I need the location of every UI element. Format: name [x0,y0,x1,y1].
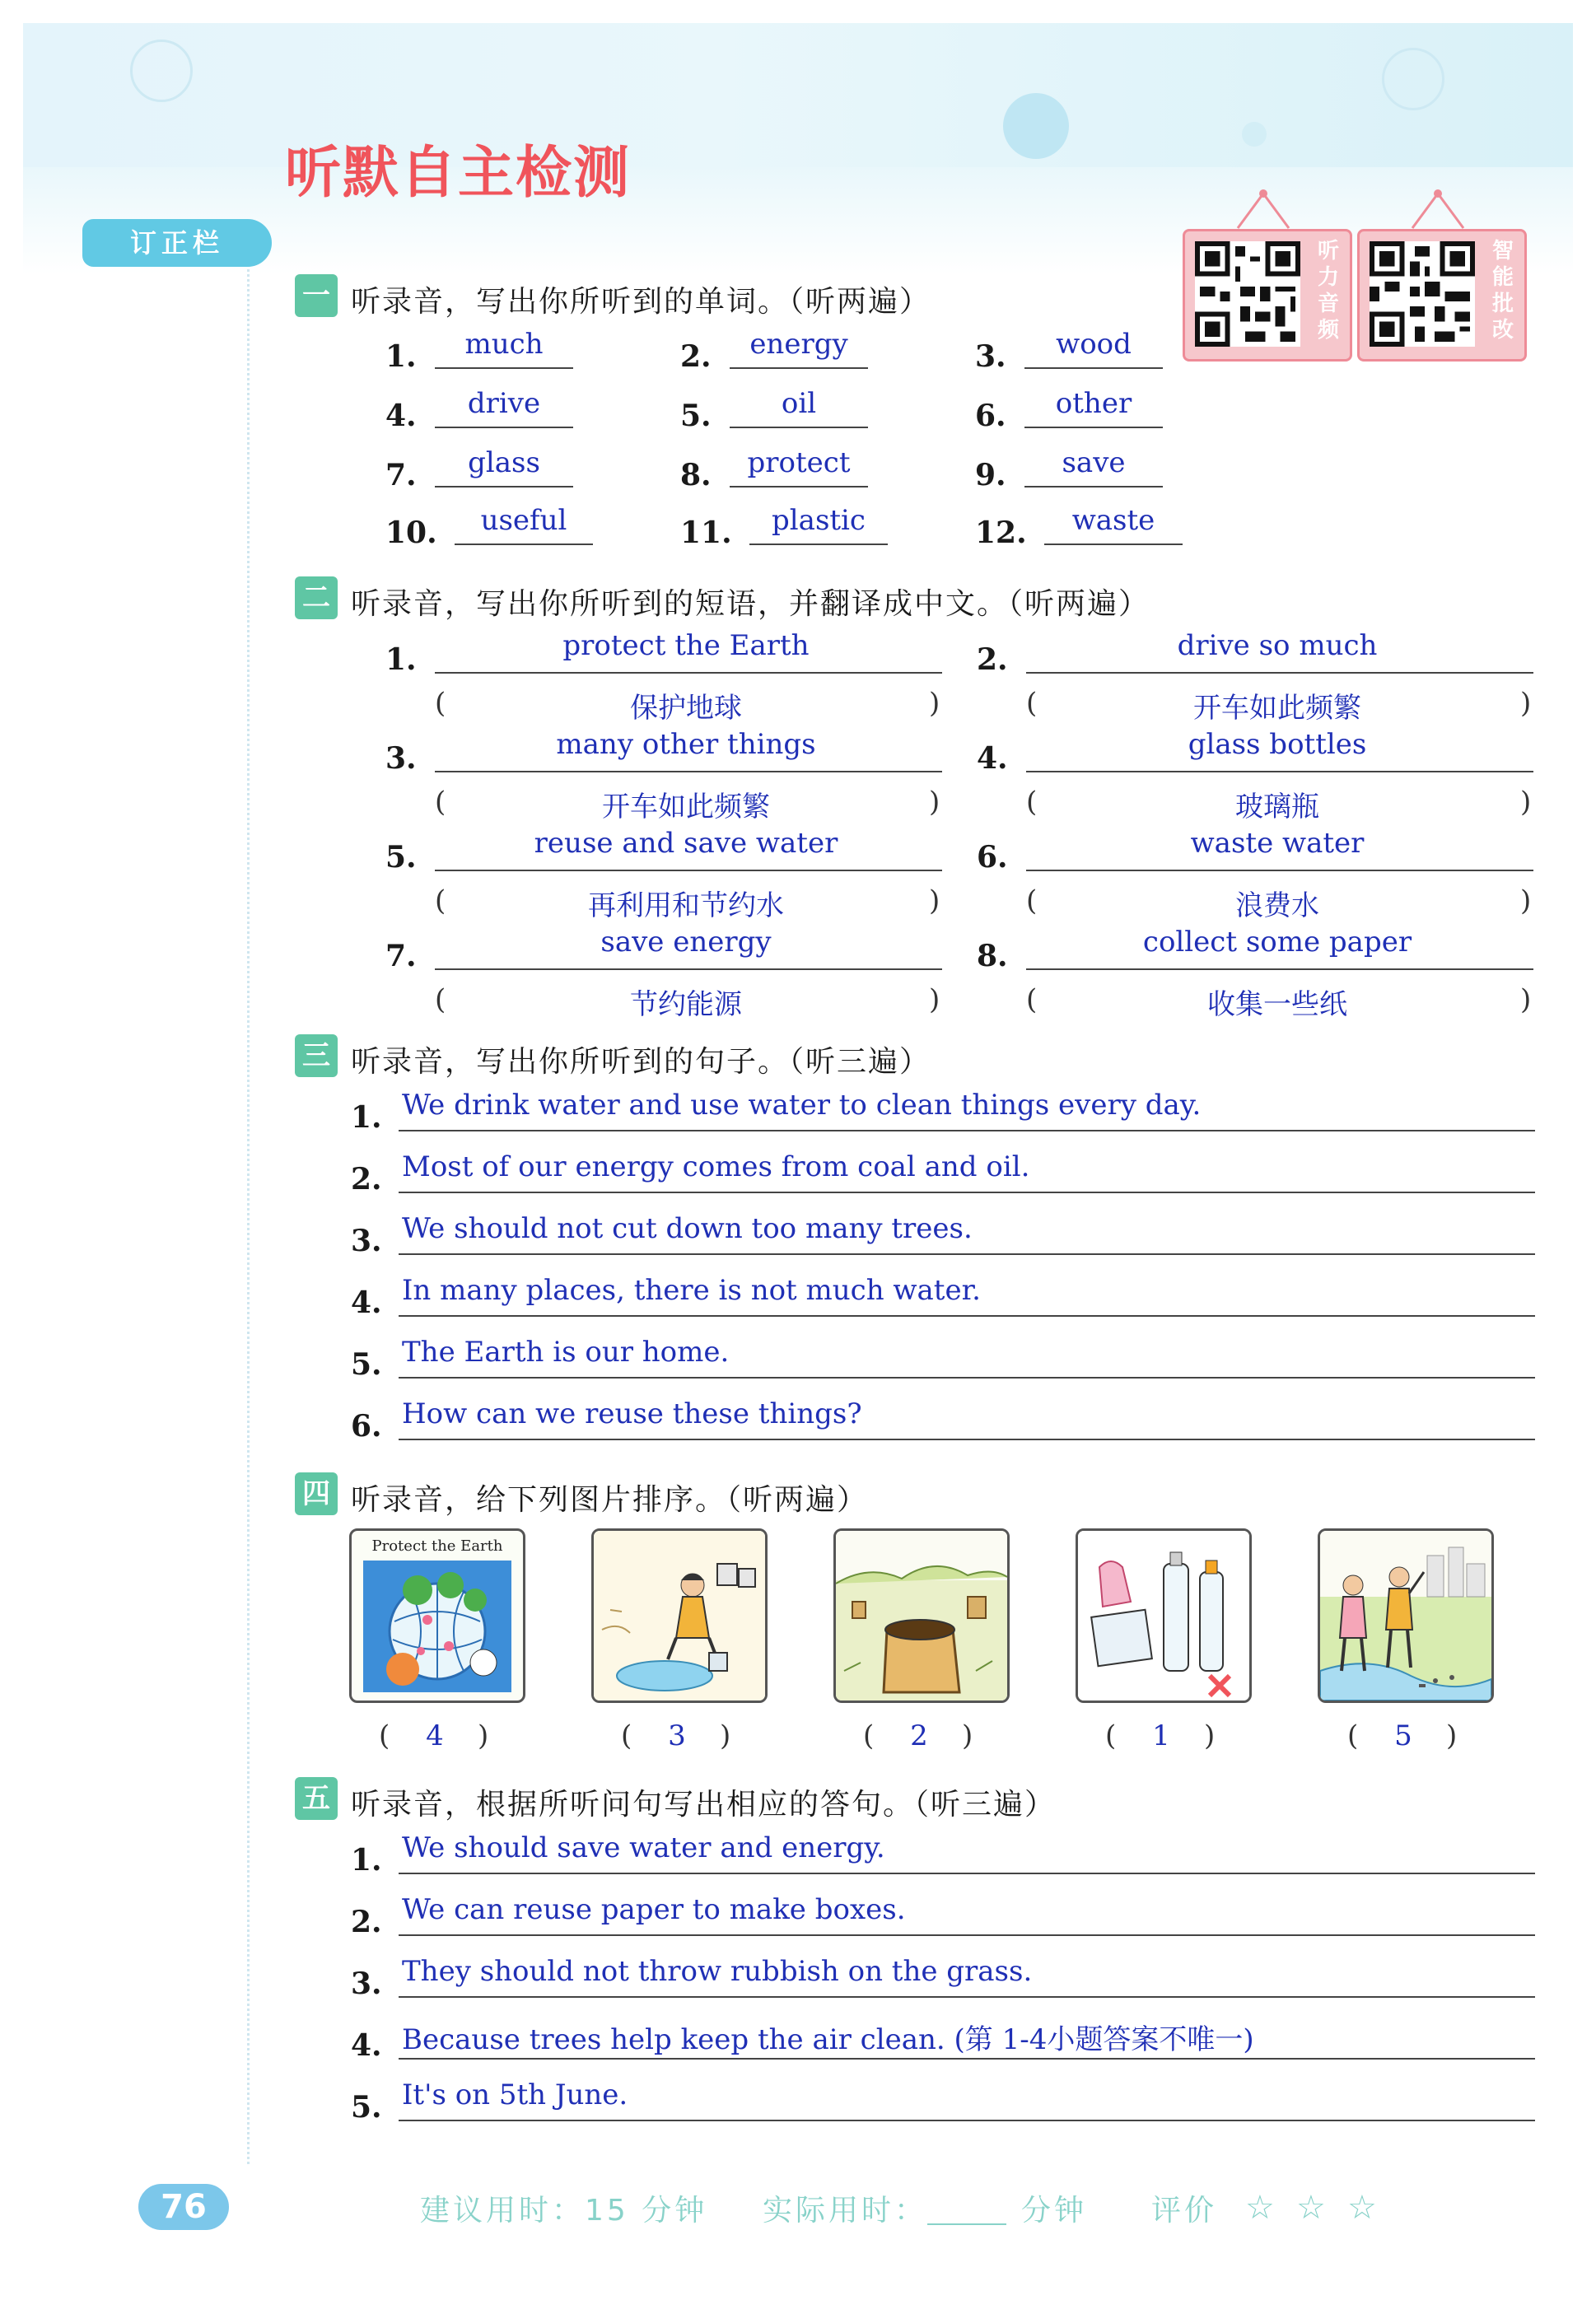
sentence-answer-line[interactable] [399,1130,1535,1131]
phrase-answer-line[interactable] [435,870,942,871]
suggested-time: 建议用时：15 分钟 [420,2194,708,2228]
word-item-answer: wood [1056,328,1132,361]
word-answer-line[interactable] [435,486,573,488]
answer-item-number: 1. [351,1843,382,1878]
earth-illustration-icon [352,1531,523,1701]
people-by-river-illustration-icon [1320,1531,1491,1701]
word-item-number: 4. [385,399,417,433]
sentence-answer: The Earth is our home. [402,1336,730,1369]
phrase-english: drive so much [1177,629,1378,662]
word-answer-line[interactable] [749,544,888,545]
phrase-english: many other things [556,728,816,761]
phrase-item-number: 5. [385,840,417,875]
open-paren: ( [435,884,446,917]
reply-answer: It's on 5th June. [402,2078,628,2111]
phrase-answer-line[interactable] [435,968,942,970]
word-item-number: 11. [680,516,732,550]
phrase-item-number: 8. [977,939,1008,973]
picture-order-answer[interactable]: 4 [426,1719,444,1752]
close-paren: ) [1520,786,1532,819]
phrase-item-number: 3. [385,741,417,776]
word-item-answer: waste [1071,504,1155,537]
correction-column-divider [247,254,250,2164]
word-item-number: 10. [385,516,437,550]
sentence-answer: Most of our energy comes from coal and oil. [402,1150,1030,1183]
answer-item-number: 3. [351,1966,382,2001]
hanger-icon [1234,189,1292,230]
section-1-icon: 一 [295,274,338,317]
word-item-answer: oil [781,387,817,420]
workbook-page [23,23,1573,2296]
open-paren: ( [1347,1719,1359,1752]
star-outline-icon[interactable]: ☆ [1347,2189,1377,2227]
section-3-icon: 三 [295,1034,338,1077]
section-4-title: 听录音，给下列图片排序。（听两遍） [351,1483,869,1517]
page-number: 76 [138,2184,229,2230]
word-answer-line[interactable] [1024,427,1163,428]
close-paren: ) [929,983,940,1016]
open-paren: ( [1026,884,1038,917]
word-item-number: 9. [975,458,1006,492]
sentence-item-number: 1. [351,1100,382,1135]
picture-caption: Protect the Earth [371,1537,503,1555]
open-paren: ( [435,786,446,819]
reply-answer-line[interactable] [399,1996,1535,1998]
phrase-chinese: 玻璃瓶 [1235,791,1319,823]
child-washing-illustration-icon [594,1531,765,1701]
word-item-answer: much [464,328,544,361]
close-paren: ) [962,1719,973,1752]
phrase-answer-line[interactable] [1026,672,1533,674]
phrase-item-number: 1. [385,642,417,677]
rating-label: 评价 [1151,2194,1218,2228]
word-item-answer: useful [480,504,567,537]
phrase-english: collect some paper [1142,926,1412,959]
answer-item-number: 4. [351,2028,382,2063]
word-item-number: 6. [975,399,1006,433]
qr-code-icon [1370,241,1475,347]
picture-order-answer[interactable]: 5 [1394,1719,1412,1752]
phrase-chinese: 开车如此频繁 [1193,692,1361,725]
open-paren: ( [1026,983,1038,1016]
phrase-chinese: 浪费水 [1235,889,1319,922]
sentence-answer: We should not cut down too many trees. [402,1212,973,1245]
picture-people-by-river [1318,1528,1494,1703]
close-paren: ) [929,884,940,917]
sentence-item-number: 6. [351,1409,382,1444]
picture-order-answer[interactable]: 1 [1152,1719,1170,1752]
sentence-item-number: 2. [351,1162,382,1197]
phrase-english: save energy [600,926,772,959]
word-item-number: 7. [385,458,417,492]
answer-item-number: 5. [351,2090,382,2125]
reply-answer: They should not throw rubbish on the grass. [402,1955,1033,1988]
close-paren: ) [929,786,940,819]
close-paren: ) [1446,1719,1458,1752]
section-5-title: 听录音，根据所听问句写出相应的答句。（听三遍） [351,1788,1057,1822]
sentence-answer: In many places, there is not much water. [402,1274,981,1307]
qr-code-audio[interactable] [1183,229,1352,362]
sentence-item-number: 3. [351,1224,382,1258]
header-background [23,23,1573,167]
plastic-waste-illustration-icon [1078,1531,1249,1701]
word-answer-line[interactable] [435,367,573,369]
picture-child-washing-at-pond [591,1528,768,1703]
close-paren: ) [929,687,940,720]
phrase-english: waste water [1190,827,1365,860]
phrase-answer-line[interactable] [1026,870,1533,871]
open-paren: ( [435,687,446,720]
actual-time-label: 实际用时： [763,2194,928,2228]
phrase-item-number: 7. [385,939,417,973]
open-paren: ( [1105,1719,1117,1752]
section-4-icon: 四 [295,1472,338,1515]
open-paren: ( [379,1719,390,1752]
phrase-chinese: 保护地球 [630,692,742,725]
decor-bubble [1242,122,1267,147]
open-paren: ( [621,1719,632,1752]
section-1-title: 听录音，写出你所听到的单词。（听两遍） [351,285,931,319]
word-item-number: 12. [975,516,1027,550]
decor-bubble [130,40,193,102]
open-paren: ( [435,983,446,1016]
word-item-answer: glass [468,446,540,479]
word-answer-line[interactable] [455,544,593,545]
close-paren: ) [1520,687,1532,720]
qr-code-icon [1195,241,1300,347]
word-answer-line[interactable] [1024,486,1163,488]
correction-column-tag: 订正栏 [82,219,272,267]
open-paren: ( [1026,687,1038,720]
reply-answer-line[interactable] [399,2058,1535,2060]
sentence-answer: We drink water and use water to clean things every day. [402,1089,1202,1122]
word-item-answer: drive [467,387,541,420]
sentence-answer-line[interactable] [399,1377,1535,1379]
section-2-icon: 二 [295,576,338,619]
page-title: 听默自主检测 [285,141,632,206]
word-answer-line[interactable] [730,367,868,369]
answer-item-number: 2. [351,1905,382,1939]
reply-answer-line[interactable] [399,2120,1535,2121]
phrase-item-number: 4. [977,741,1008,776]
sentence-answer: How can we reuse these things? [402,1397,862,1430]
picture-plastic-and-bottles [1076,1528,1252,1703]
section-5-icon: 五 [295,1777,338,1820]
picture-protect-earth [349,1528,525,1703]
reply-answer: We should save water and energy. [402,1831,885,1864]
word-answer-line[interactable] [435,427,573,428]
actual-time-unit: 分钟 [1021,2194,1088,2228]
phrase-answer-line[interactable] [435,672,942,674]
phrase-english: glass bottles [1188,728,1367,761]
reply-answer: Because trees help keep the air clean. (第 1-4小题答案不唯一) [402,2023,1254,2056]
reply-answer-line[interactable] [399,1934,1535,1936]
word-item-answer: save [1062,446,1126,479]
sentence-answer-line[interactable] [399,1253,1535,1255]
tree-stump-illustration-icon [836,1531,1007,1701]
phrase-answer-line[interactable] [1026,968,1533,970]
hanger-icon [1409,189,1467,230]
word-answer-line[interactable] [1044,544,1183,545]
phrase-english: protect the Earth [562,629,810,662]
section-2-title: 听录音，写出你所听到的短语，并翻译成中文。（听两遍） [351,587,1150,621]
open-paren: ( [1026,786,1038,819]
star-outline-icon[interactable]: ☆ [1296,2189,1326,2227]
word-item-answer: energy [749,328,848,361]
picture-order-answer[interactable]: 2 [910,1719,928,1752]
picture-order-answer[interactable]: 3 [668,1719,686,1752]
close-paren: ) [478,1719,489,1752]
word-answer-line[interactable] [1024,367,1163,369]
phrase-english: reuse and save water [534,827,838,860]
qr-label: 智能批改 [1491,239,1514,343]
close-paren: ) [1520,884,1532,917]
phrase-chinese: 收集一些纸 [1207,988,1347,1021]
phrase-chinese: 节约能源 [630,988,742,1021]
sentence-answer-line[interactable] [399,1192,1535,1193]
word-item-number: 3. [975,339,1006,374]
word-item-answer: other [1055,387,1132,420]
word-answer-line[interactable] [730,427,868,428]
phrase-chinese: 再利用和节约水 [588,889,784,922]
section-3-title: 听录音，写出你所听到的句子。（听三遍） [351,1045,931,1079]
decor-bubble [1382,48,1444,110]
close-paren: ) [1204,1719,1216,1752]
sentence-item-number: 4. [351,1285,382,1320]
reply-answer-line[interactable] [399,1873,1535,1874]
word-item-number: 2. [680,339,712,374]
sentence-item-number: 5. [351,1347,382,1382]
close-paren: ) [720,1719,731,1752]
word-item-answer: plastic [772,504,866,537]
word-answer-line[interactable] [730,486,868,488]
phrase-item-number: 6. [977,840,1008,875]
qr-label: 听力音频 [1317,239,1339,343]
phrase-answer-line[interactable] [1026,771,1533,772]
close-paren: ) [1520,983,1532,1016]
sentence-answer-line[interactable] [399,1315,1535,1317]
phrase-item-number: 2. [977,642,1008,677]
star-outline-icon[interactable]: ☆ [1245,2189,1275,2227]
word-item-answer: protect [747,446,851,479]
qr-code-grading[interactable] [1357,229,1527,362]
reply-answer: We can reuse paper to make boxes. [402,1893,906,1926]
decor-bubble [1003,93,1069,159]
phrase-answer-line[interactable] [435,771,942,772]
phrase-chinese: 开车如此频繁 [602,791,770,823]
word-item-number: 8. [680,458,712,492]
actual-time-blank[interactable] [927,2223,1006,2225]
open-paren: ( [863,1719,875,1752]
sentence-answer-line[interactable] [399,1439,1535,1440]
word-item-number: 5. [680,399,712,433]
picture-tree-stump [833,1528,1010,1703]
word-item-number: 1. [385,339,417,374]
